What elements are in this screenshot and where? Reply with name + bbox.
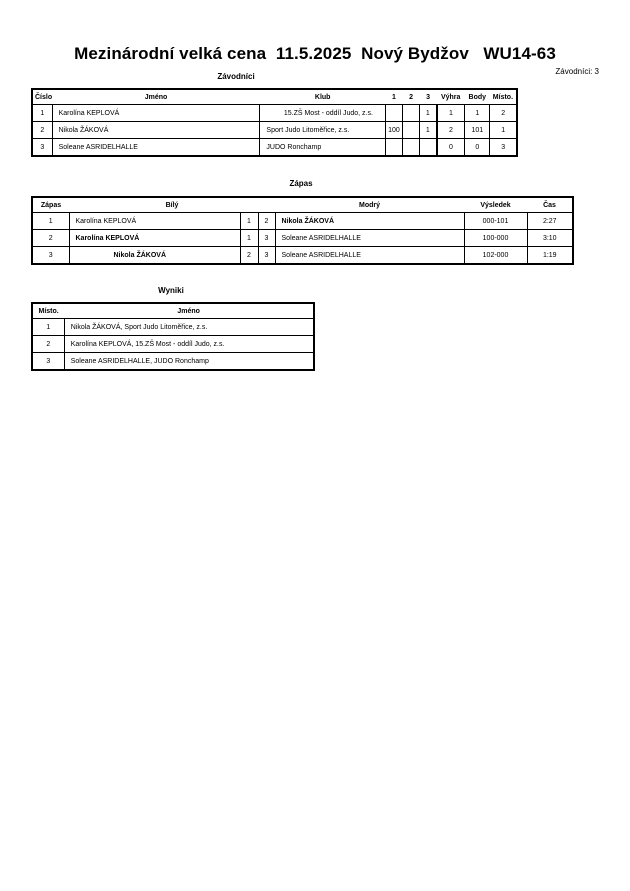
matches-heading: Zápas [289, 179, 313, 188]
blue-competitor: Nikola ŽÁKOVÁ [275, 213, 464, 230]
competitors-table [31, 88, 518, 157]
final-place: 1 [32, 319, 64, 336]
score-2 [403, 122, 420, 139]
blue-competitor-id: 2 [258, 213, 275, 230]
col-header: 2 [409, 93, 413, 101]
table-row [32, 247, 573, 265]
results-table [31, 302, 315, 371]
final-name: Nikola ŽÁKOVÁ, Sport Judo Litoměřice, z.s. [64, 319, 314, 336]
score-1 [385, 139, 402, 157]
table-row [32, 230, 573, 247]
wins: 0 [437, 139, 465, 157]
matches-header-row [32, 197, 573, 213]
final-name: Soleane ASRIDELHALLE, JUDO Ronchamp [64, 353, 314, 371]
table-row [32, 353, 314, 371]
match-number: 2 [32, 230, 69, 247]
wins: 1 [437, 105, 465, 122]
col-header: Místo. [38, 307, 59, 315]
match-result: 000-101 [464, 213, 527, 230]
score-1 [385, 105, 402, 122]
matches-table [31, 196, 574, 265]
match-time: 3:10 [527, 230, 573, 247]
blue-competitor: Soleane ASRIDELHALLE [275, 247, 464, 265]
competitor-club: JUDO Ronchamp [260, 139, 386, 157]
white-competitor: Karolína KEPLOVÁ [69, 213, 240, 230]
score-2 [403, 139, 420, 157]
wins: 2 [437, 122, 465, 139]
col-header: Klub [314, 93, 331, 101]
page-title: Mezinárodní velká cena 11.5.2025 Nový Bydžov WU14-63 [74, 44, 556, 63]
white-competitor-id: 2 [240, 247, 258, 265]
competitors-heading: Závodníci [217, 72, 255, 81]
competitor-name: Soleane ASRIDELHALLE [52, 139, 260, 157]
competitor-number: 1 [32, 105, 52, 122]
score-3 [420, 139, 437, 157]
blue-competitor-id: 3 [258, 230, 275, 247]
col-header: Modrý [359, 201, 381, 209]
place: 2 [490, 105, 517, 122]
competitor-name: Nikola ŽÁKOVÁ [52, 122, 260, 139]
table-row [32, 105, 517, 122]
score-1: 100 [385, 122, 402, 139]
competitor-club: 15.ZŠ Most - oddíl Judo, z.s. [260, 105, 386, 122]
col-header: Výhra [440, 93, 461, 101]
competitor-count: Závodníci: 3 [555, 67, 599, 76]
white-competitor-id: 1 [240, 230, 258, 247]
place: 1 [490, 122, 517, 139]
final-name: Karolína KEPLOVÁ, 15.ZŠ Most - oddíl Judo, z.s. [64, 336, 314, 353]
col-header: Zápas [40, 201, 62, 209]
white-competitor-id: 1 [240, 213, 258, 230]
competitor-number: 2 [32, 122, 52, 139]
points: 1 [465, 105, 490, 122]
table-row [32, 122, 517, 139]
final-place: 2 [32, 336, 64, 353]
match-result: 102-000 [464, 247, 527, 265]
col-header: Jméno [144, 93, 168, 101]
col-header: Čas [543, 201, 556, 209]
table-row [32, 336, 314, 353]
score-3: 1 [420, 122, 437, 139]
white-competitor: Nikola ŽÁKOVÁ [69, 247, 240, 265]
col-header: Jméno [177, 307, 200, 315]
match-result: 100-000 [464, 230, 527, 247]
score-3: 1 [420, 105, 437, 122]
competitor-club: Sport Judo Litoměřice, z.s. [260, 122, 386, 139]
col-header: Bílý [165, 201, 179, 209]
score-2 [403, 105, 420, 122]
competitors-header-row [32, 89, 517, 105]
col-header: Číslo [35, 93, 53, 101]
results-header-row [32, 303, 314, 319]
match-number: 1 [32, 213, 69, 230]
col-header: Místo. [492, 93, 514, 101]
match-time: 2:27 [527, 213, 573, 230]
table-row [32, 319, 314, 336]
blue-competitor-id: 3 [258, 247, 275, 265]
competitor-number: 3 [32, 139, 52, 157]
final-place: 3 [32, 353, 64, 371]
points: 101 [465, 122, 490, 139]
points: 0 [465, 139, 490, 157]
table-row [32, 139, 517, 157]
white-competitor: Karolína KEPLOVÁ [69, 230, 240, 247]
col-header: Výsledek [480, 201, 511, 209]
col-header: 3 [426, 93, 431, 101]
blue-competitor: Soleane ASRIDELHALLE [275, 230, 464, 247]
col-header: Body [468, 93, 487, 101]
col-header: 1 [392, 93, 396, 101]
place: 3 [490, 139, 517, 157]
table-row [32, 213, 573, 230]
match-number: 3 [32, 247, 69, 265]
results-heading: Wyniki [158, 286, 184, 295]
competitor-name: Karolína KEPLOVÁ [52, 105, 260, 122]
match-time: 1:19 [527, 247, 573, 265]
